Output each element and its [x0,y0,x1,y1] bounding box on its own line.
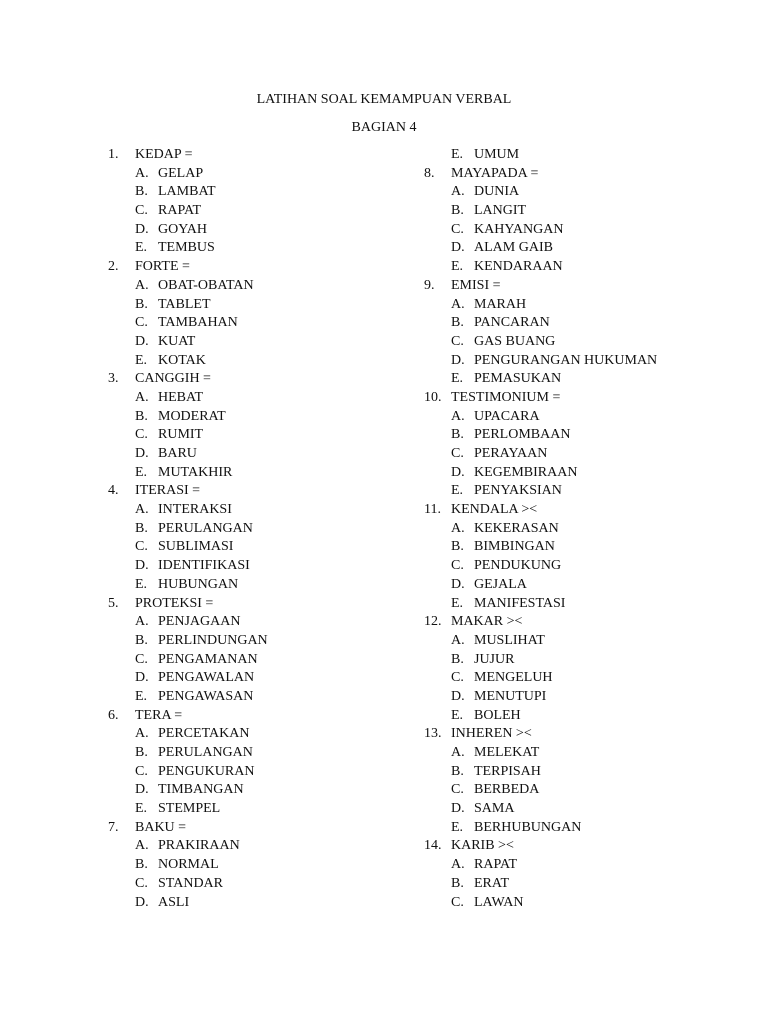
option-text: RAPAT [474,857,518,873]
option-text: PANCARAN [474,315,550,331]
option-letter: C. [135,875,148,891]
question-number: 12. [424,614,442,630]
answer-option [108,781,268,800]
option-letter: D. [135,221,149,237]
question-number: 2. [108,259,119,275]
answer-option [424,352,657,371]
option-letter: D. [135,446,149,461]
option-text: KAHYANGAN [474,221,564,237]
option-letter: A. [451,296,465,312]
option-letter: C. [451,894,464,910]
question-item [108,707,268,726]
option-text: GAS BUANG [474,333,556,349]
question-item [108,370,268,389]
option-text: STEMPEL [158,801,221,817]
question-column-right [424,146,657,912]
option-letter: B. [451,315,464,331]
option-text: PERLOMBAAN [474,427,571,443]
option-letter: A. [451,745,465,760]
answer-option [424,408,657,427]
option-text: LAWAN [474,894,524,910]
option-text: KOTAK [158,352,206,368]
answer-option [424,370,657,389]
answer-option [108,408,268,427]
question-column-left [108,146,268,912]
option-text: PRAKIRAAN [158,838,240,854]
option-letter: C. [451,221,464,237]
answer-option [108,239,268,258]
option-letter: B. [135,296,148,312]
option-letter: E. [451,483,464,499]
option-letter: D. [135,782,149,798]
option-letter: C. [451,782,464,798]
option-letter: D. [451,801,465,817]
option-text: PERLINDUNGAN [158,632,268,648]
option-letter: E. [135,801,148,817]
question-text: ITERASI = [135,483,201,499]
option-text: RUMIT [158,427,204,443]
answer-option [108,389,268,408]
answer-option [424,557,657,576]
answer-option [424,258,657,277]
option-letter: E. [135,352,148,368]
answer-option [108,314,268,333]
question-item [424,837,657,856]
answer-option [108,856,268,875]
option-letter: C. [135,315,148,331]
question-number: 4. [108,483,119,499]
question-text: CANGGIH = [135,371,211,387]
question-item [424,501,657,520]
option-letter: B. [451,651,464,667]
option-text: TABLET [158,296,211,312]
answer-option [108,744,268,763]
option-letter: E. [135,688,148,704]
option-letter: D. [451,352,465,368]
answer-option [108,165,268,184]
option-text: PEMASUKAN [474,371,562,387]
option-text: MENGELUH [474,670,553,686]
option-text: BERBEDA [474,782,540,798]
option-text: BARU [158,446,197,461]
option-text: MELEKAT [474,745,540,760]
answer-option [424,651,657,670]
option-letter: E. [451,595,464,611]
answer-option [108,651,268,670]
option-letter: A. [135,277,149,293]
question-text: BAKU = [135,819,187,835]
option-letter: A. [135,614,149,630]
question-number: 3. [108,371,119,387]
option-text: INTERAKSI [158,502,232,518]
option-text: PENDUKUNG [474,558,562,574]
option-letter: A. [135,389,149,405]
option-text: BIMBINGAN [474,539,555,555]
answer-option [424,333,657,352]
option-text: PENGAWALAN [158,670,255,686]
option-text: LANGIT [474,203,527,219]
answer-option [108,725,268,744]
question-number: 9. [424,277,435,293]
answer-option [108,221,268,240]
option-letter: B. [451,875,464,891]
option-text: KEGEMBIRAAN [474,464,578,480]
option-letter: E. [451,147,464,162]
option-letter: A. [451,408,465,424]
option-letter: D. [135,558,149,574]
answer-option [424,781,657,800]
question-text: TERA = [135,707,183,723]
option-text: STANDAR [158,875,223,891]
option-letter: B. [451,539,464,555]
option-text: PENYAKSIAN [474,483,562,499]
option-text: MANIFESTASI [474,595,566,611]
answer-option [424,595,657,614]
option-letter: B. [135,184,148,200]
answer-option [424,239,657,258]
option-letter: A. [451,857,465,873]
option-letter: D. [135,333,149,349]
question-number: 1. [108,147,119,162]
option-text: UMUM [474,147,520,162]
answer-option [424,296,657,315]
answer-option [108,277,268,296]
option-text: MODERAT [158,408,226,424]
question-text: PROTEKSI = [135,595,214,611]
option-letter: A. [135,502,149,518]
option-text: PERULANGAN [158,520,253,536]
option-letter: D. [451,576,465,592]
answer-option [108,688,268,707]
option-text: MUSLIHAT [474,632,545,648]
option-letter: C. [451,670,464,686]
option-text: KEKERASAN [474,520,559,536]
option-text: MARAH [474,296,527,312]
option-text: PENGAMANAN [158,651,258,667]
answer-option [424,221,657,240]
question-text: MAKAR >< [451,614,523,630]
option-text: PENGURANGAN HUKUMAN [474,352,658,368]
answer-option [108,501,268,520]
answer-option [424,520,657,539]
option-text: PENJAGAAN [158,614,241,630]
answer-option [108,837,268,856]
option-letter: B. [451,763,464,779]
question-item [424,613,657,632]
question-item [108,595,268,614]
answer-option [424,576,657,595]
answer-option [108,520,268,539]
option-letter: B. [135,520,148,536]
option-letter: C. [451,333,464,349]
answer-option [424,819,657,838]
question-number: 7. [108,819,119,835]
option-text: DUNIA [474,184,520,200]
option-letter: D. [135,894,149,910]
answer-option [424,482,657,501]
option-text: OBAT-OBATAN [158,277,254,293]
answer-option [424,426,657,445]
option-text: KENDARAAN [474,259,563,275]
option-letter: C. [135,763,148,779]
question-number: 5. [108,595,119,611]
option-letter: C. [135,427,148,443]
option-letter: C. [135,651,148,667]
option-letter: A. [451,520,465,536]
option-letter: B. [135,408,148,424]
answer-option [108,669,268,688]
option-text: HUBUNGAN [158,576,239,592]
answer-option [424,202,657,221]
answer-option [424,314,657,333]
option-letter: B. [135,632,148,648]
question-number: 6. [108,707,119,723]
page-title: LATIHAN SOAL KEMAMPUAN VERBAL [256,92,512,107]
answer-option [424,707,657,726]
question-text: INHEREN >< [451,726,532,742]
answer-option [108,296,268,315]
answer-option [108,613,268,632]
answer-option [424,875,657,894]
option-text: ASLI [158,894,190,910]
answer-option [424,632,657,651]
question-number: 13. [424,726,442,742]
option-letter: E. [135,240,148,256]
question-text: KARIB >< [451,838,514,854]
option-text: GEJALA [474,576,527,592]
option-letter: D. [451,688,465,704]
option-text: PENGUKURAN [158,763,255,779]
option-text: MENUTUPI [474,688,547,704]
option-letter: B. [451,427,464,443]
option-letter: C. [451,558,464,574]
question-item [424,725,657,744]
option-text: UPACARA [474,408,540,424]
option-letter: D. [451,240,465,256]
option-letter: E. [135,576,148,592]
option-letter: A. [135,165,149,181]
question-number: 14. [424,838,442,854]
answer-option [108,576,268,595]
option-text: TEMBUS [158,240,215,256]
answer-option [108,538,268,557]
question-number: 8. [424,165,435,181]
option-letter: E. [451,371,464,387]
question-number: 11. [424,502,441,518]
answer-option [424,800,657,819]
option-text: SAMA [474,801,515,817]
option-text: LAMBAT [158,184,216,200]
option-text: HEBAT [158,389,204,405]
option-text: MUTAKHIR [158,464,233,480]
question-text: EMISI = [451,277,501,293]
answer-option [424,183,657,202]
option-letter: E. [451,259,464,275]
option-text: ERAT [474,875,509,891]
answer-option [108,632,268,651]
option-text: TIMBANGAN [158,782,244,798]
answer-option [108,464,268,483]
option-text: PERULANGAN [158,745,253,760]
option-text: NORMAL [158,857,219,873]
option-letter: B. [135,745,148,760]
answer-option [108,875,268,894]
answer-option [108,333,268,352]
option-letter: C. [135,539,148,555]
question-item [424,277,657,296]
option-text: TAMBAHAN [158,315,238,331]
answer-option [108,557,268,576]
option-text: TERPISAH [474,763,541,779]
answer-option [424,445,657,464]
option-text: PERCETAKAN [158,726,250,742]
answer-option [108,763,268,782]
option-letter: D. [135,670,149,686]
option-text: ALAM GAIB [474,240,553,256]
option-text: SUBLIMASI [158,539,234,555]
option-letter: A. [451,184,465,200]
answer-option [108,800,268,819]
option-letter: A. [135,838,149,854]
question-item [424,389,657,408]
answer-option [108,352,268,371]
answer-option [108,202,268,221]
question-text: TESTIMONIUM = [451,389,561,405]
question-text: KEDAP = [135,147,193,162]
answer-option [424,669,657,688]
option-letter: A. [135,726,149,742]
question-number: 10. [424,389,442,405]
question-item [108,258,268,277]
answer-option [108,426,268,445]
question-item [108,819,268,838]
answer-option [424,146,657,165]
option-text: BOLEH [474,707,521,723]
question-text: MAYAPADA = [451,165,539,181]
option-letter: E. [135,464,148,480]
option-letter: B. [135,857,148,873]
answer-option [424,538,657,557]
answer-option [424,856,657,875]
option-text: GOYAH [158,221,207,237]
option-letter: E. [451,707,464,723]
option-text: JUJUR [474,651,515,667]
question-item [108,146,268,165]
section-subtitle: BAGIAN 4 [351,120,417,135]
option-letter: C. [451,446,464,461]
answer-option [108,894,268,913]
question-text: KENDALA >< [451,502,538,518]
option-text: BERHUBUNGAN [474,819,582,835]
answer-option [424,464,657,483]
option-text: GELAP [158,165,204,181]
question-item [108,482,268,501]
answer-option [108,183,268,202]
option-text: RAPAT [158,203,202,219]
question-text: FORTE = [135,259,190,275]
option-letter: B. [451,203,464,219]
answer-option [424,688,657,707]
option-text: KUAT [158,333,196,349]
option-text: PERAYAAN [474,446,548,461]
option-letter: D. [451,464,465,480]
answer-option [424,763,657,782]
option-letter: C. [135,203,148,219]
answer-option [424,744,657,763]
option-text: IDENTIFIKASI [158,558,250,574]
answer-option [108,445,268,464]
option-letter: E. [451,819,464,835]
option-letter: A. [451,632,465,648]
question-item [424,165,657,184]
answer-option [424,894,657,913]
option-text: PENGAWASAN [158,688,254,704]
